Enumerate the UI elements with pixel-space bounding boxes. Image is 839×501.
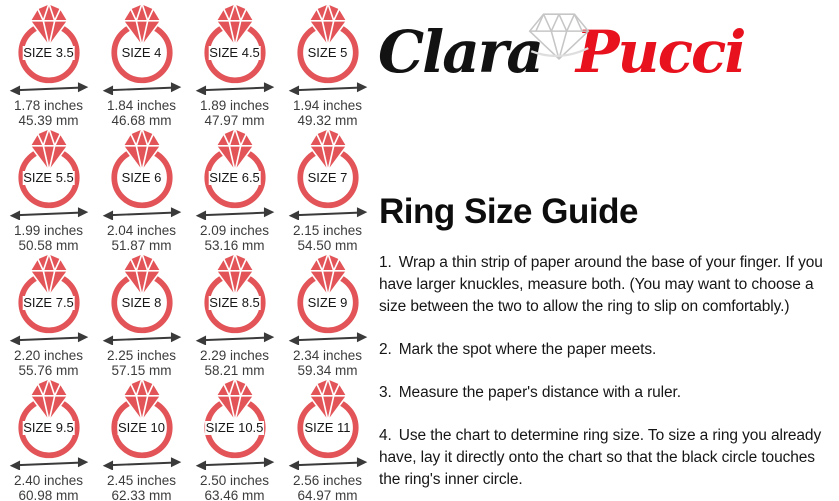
ring-size-cell — [287, 2, 369, 127]
ring-size-label: SIZE 9.5 — [23, 420, 74, 435]
step-number: 1. — [379, 254, 392, 271]
ring-measurements — [107, 223, 176, 253]
ring-illustration — [101, 377, 183, 470]
ring-mm: 60.98 mm — [18, 488, 79, 501]
ring-inches: 2.34 inches — [292, 348, 363, 363]
ring-inches: 2.29 inches — [199, 348, 270, 363]
diamond-outline-icon — [520, 8, 598, 62]
brand-name-clara: Clara — [378, 18, 542, 86]
ring-mm: 47.97 mm — [204, 113, 265, 128]
ring-measurements — [293, 473, 362, 501]
ring-illustration — [194, 377, 276, 470]
ring-illustration — [8, 127, 90, 220]
step-text: Wrap a thin strip of paper around the base of your finger. If you have larger knuckles, measure both. (You may want to choose a size between the two to allow the ring to slip on comfortably.) — [379, 254, 823, 315]
ring-inches: 2.15 inches — [292, 223, 363, 238]
ring-size-cell — [8, 127, 90, 252]
ring-measurements — [14, 98, 83, 128]
ring-size-cell — [287, 252, 369, 377]
ring-mm: 49.32 mm — [297, 113, 358, 128]
brand-name-pucci: Pucci — [575, 18, 745, 86]
ring-measurements — [14, 473, 83, 501]
ring-size-cell — [8, 2, 90, 127]
ring-size-cell — [194, 2, 276, 127]
ring-illustration — [194, 252, 276, 345]
ring-mm: 57.15 mm — [111, 363, 172, 378]
ring-illustration — [287, 127, 369, 220]
ring-inches: 1.84 inches — [106, 98, 177, 113]
ring-measurements — [14, 348, 83, 378]
ring-measurements — [107, 98, 176, 128]
ring-inches: 1.78 inches — [13, 98, 84, 113]
page-title: Ring Size Guide — [379, 192, 638, 231]
ring-mm: 63.46 mm — [204, 488, 265, 501]
ring-size-cell — [101, 127, 183, 252]
instruction-step — [379, 382, 831, 404]
ring-illustration — [194, 2, 276, 95]
ring-size-label: SIZE 5 — [307, 45, 348, 60]
ring-illustration — [287, 377, 369, 470]
ring-size-label: SIZE 8.5 — [209, 295, 260, 310]
ring-size-label: SIZE 6.5 — [209, 170, 260, 185]
ring-size-cell — [287, 377, 369, 501]
instruction-step — [379, 425, 831, 491]
ring-size-cell — [194, 377, 276, 501]
ring-mm: 45.39 mm — [18, 113, 79, 128]
ring-measurements — [107, 473, 176, 501]
ring-measurements — [200, 348, 269, 378]
ring-mm: 54.50 mm — [297, 238, 358, 253]
instruction-step — [379, 252, 831, 318]
instruction-step — [379, 339, 831, 361]
ring-size-cell — [194, 252, 276, 377]
ring-illustration — [101, 127, 183, 220]
ring-size-label: SIZE 10.5 — [205, 420, 264, 435]
ring-illustration — [8, 377, 90, 470]
ring-size-cell — [8, 252, 90, 377]
ring-mm: 64.97 mm — [297, 488, 358, 501]
step-number: 4. — [379, 427, 392, 444]
ring-mm: 55.76 mm — [18, 363, 79, 378]
ring-size-label: SIZE 6 — [121, 170, 162, 185]
ring-illustration — [101, 2, 183, 95]
ring-size-label: SIZE 4.5 — [209, 45, 260, 60]
ring-mm: 50.58 mm — [18, 238, 79, 253]
ring-illustration — [287, 2, 369, 95]
ring-inches: 1.99 inches — [13, 223, 84, 238]
ring-measurements — [200, 98, 269, 128]
ring-size-label: SIZE 9 — [307, 295, 348, 310]
ring-size-label: SIZE 11 — [304, 420, 351, 435]
ring-measurements — [293, 348, 362, 378]
step-number: 2. — [379, 341, 392, 358]
ring-inches: 1.94 inches — [292, 98, 363, 113]
step-number: 3. — [379, 384, 392, 401]
ring-size-cell — [101, 252, 183, 377]
ring-size-label: SIZE 10 — [118, 420, 165, 435]
brand-logo — [378, 6, 828, 106]
ring-size-cell — [101, 2, 183, 127]
ring-size-label: SIZE 5.5 — [23, 170, 74, 185]
step-text: Measure the paper's distance with a ruler. — [398, 384, 681, 401]
ring-mm: 51.87 mm — [111, 238, 172, 253]
ring-size-cell — [8, 377, 90, 501]
ring-illustration — [194, 127, 276, 220]
ring-measurements — [200, 473, 269, 501]
ring-inches: 2.40 inches — [13, 473, 84, 488]
ring-inches: 2.09 inches — [199, 223, 270, 238]
ring-size-label: SIZE 7.5 — [23, 295, 74, 310]
ring-inches: 2.45 inches — [106, 473, 177, 488]
ring-size-label: SIZE 3.5 — [23, 45, 74, 60]
guide-panel — [378, 0, 833, 501]
ring-illustration — [8, 2, 90, 95]
ring-measurements — [14, 223, 83, 253]
ring-illustration — [287, 252, 369, 345]
ring-inches: 2.50 inches — [199, 473, 270, 488]
ring-inches: 2.56 inches — [292, 473, 363, 488]
ring-mm: 62.33 mm — [111, 488, 172, 501]
ring-mm: 46.68 mm — [111, 113, 172, 128]
step-text: Use the chart to determine ring size. To size a ring you already have, lay it directly onto the chart so that the black circle touches the ring's inner circle. — [379, 427, 822, 488]
ring-size-label: SIZE 7 — [307, 170, 348, 185]
ring-size-label: SIZE 8 — [121, 295, 162, 310]
instructions — [379, 252, 831, 501]
ring-size-cell — [287, 127, 369, 252]
step-text: Mark the spot where the paper meets. — [398, 341, 657, 358]
ring-measurements — [293, 223, 362, 253]
ring-size-cell — [194, 127, 276, 252]
ring-mm: 53.16 mm — [204, 238, 265, 253]
ring-illustration — [8, 252, 90, 345]
ring-illustration — [101, 252, 183, 345]
ring-size-label: SIZE 4 — [121, 45, 162, 60]
ring-mm: 58.21 mm — [204, 363, 265, 378]
ring-measurements — [107, 348, 176, 378]
ring-inches: 2.25 inches — [106, 348, 177, 363]
ring-size-chart — [2, 2, 374, 501]
ring-mm: 59.34 mm — [297, 363, 358, 378]
ring-measurements — [293, 98, 362, 128]
ring-inches: 1.89 inches — [199, 98, 270, 113]
ring-measurements — [200, 223, 269, 253]
ring-inches: 2.04 inches — [106, 223, 177, 238]
ring-size-cell — [101, 377, 183, 501]
ring-inches: 2.20 inches — [13, 348, 84, 363]
